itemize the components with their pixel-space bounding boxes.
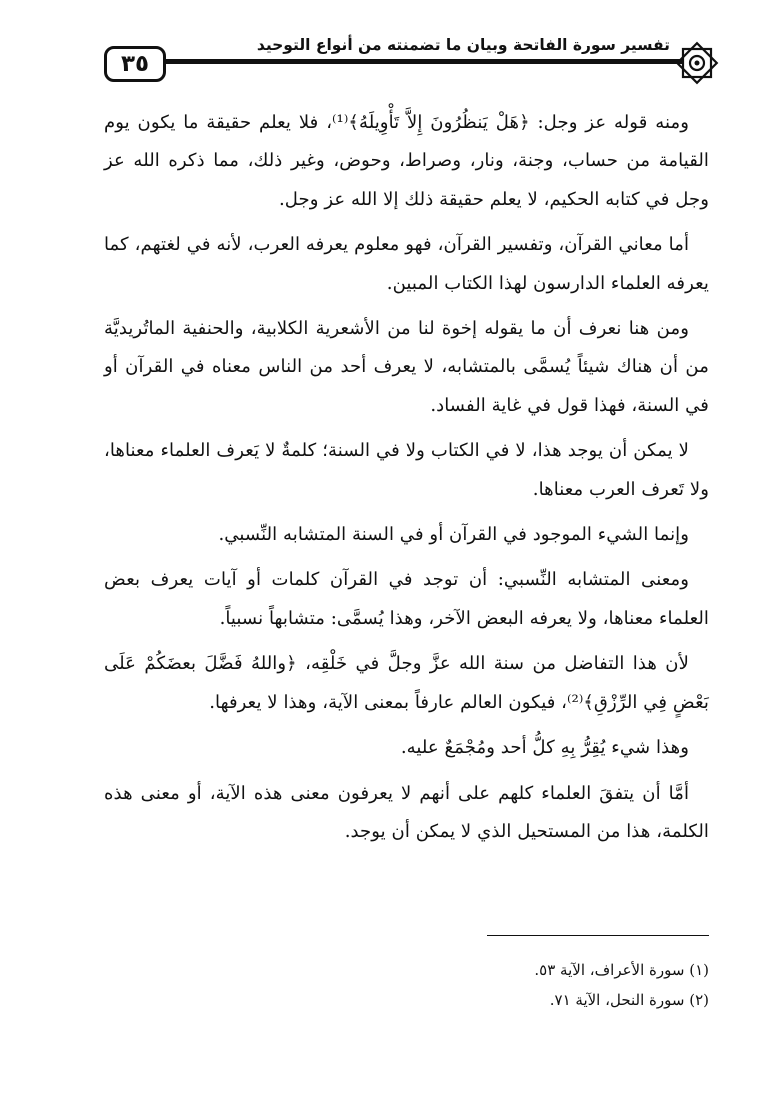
running-title: تفسير سورة الفاتحة وبيان ما تضمنته من أنواع التوحيد	[256, 36, 670, 54]
octagram-ornament-icon	[674, 40, 720, 86]
header-rule	[166, 59, 684, 64]
page-number: ٣٥	[104, 46, 166, 82]
paragraph: لأن هذا التفاضل من سنة الله عزَّ وجلَّ في خَلْقِه، ﴿واللهُ فَضَّلَ بعضَكُمْ عَلَى بَعْضٍ فِي الرِّزْقِ﴾⁽²⁾، فيكون العالم عارفاً بمعنى الآية، وهذا لا يعرفها.	[104, 653, 709, 713]
paragraph: ومعنى المتشابه النِّسبي: أن توجد في القرآن كلمات أو آيات يعرف بعض العلماء معناها، ولا يعرفه البعض الآخر، وهذا يُسمَّى: متشابهاً نسبياً.	[104, 569, 709, 629]
paragraph: وهذا شيء يُقِرُّ بِهِ كلُّ أحد ومُجْمَعٌ عليه.	[400, 737, 689, 759]
paragraph: ومنه قوله عز وجل: ﴿هَلْ يَنظُرُونَ إِلاَّ تَأْوِيلَهُ﴾⁽¹⁾، فلا يعلم حقيقة ما يكون يوم القيامة من حساب، وجنة، ونار، وصراط، وحوض، وغير ذلك، مما ذكره الله عز وجل في كتابه الحكيم، لا يعلم حقيقة ذلك إلا الله عز وجل.	[104, 112, 709, 210]
page-header	[100, 34, 720, 86]
footnote: (٢) سورة النحل، الآية ٧١.	[549, 991, 709, 1009]
paragraph: وإنما الشيء الموجود في القرآن أو في السنة المتشابه النِّسبي.	[218, 524, 689, 546]
paragraph: أما معاني القرآن، وتفسير القرآن، فهو معلوم يعرفه العرب، لأنه في لغتهم، كما يعرفه العلماء الدارسون لهذا الكتاب المبين.	[104, 234, 709, 294]
paragraph: لا يمكن أن يوجد هذا، لا في الكتاب ولا في السنة؛ كلمةٌ لا يَعرف العلماء معناها، ولا تَعرف العرب معناها.	[104, 440, 709, 500]
footnote: (١) سورة الأعراف، الآية ٥٣.	[534, 961, 709, 979]
footnote-divider	[487, 935, 709, 936]
paragraph: أمَّا أن يتفقَ العلماء كلهم على أنهم لا يعرفون معنى هذه الآية، أو معنى هذه الكلمة، هذا من المستحيل الذي لا يمكن أن يوجد.	[104, 782, 709, 842]
footnotes	[104, 955, 709, 1015]
main-text	[104, 104, 709, 858]
paragraph: ومن هنا نعرف أن ما يقوله إخوة لنا من الأشعرية الكلابية، والحنفية الماتُريديَّة من أن هناك شيئاً يُسمَّى بالمتشابه، لا يعرف أحد من الناس معناه في القرآن أو في السنة، فهذا قول في غاية الفساد.	[104, 318, 709, 416]
